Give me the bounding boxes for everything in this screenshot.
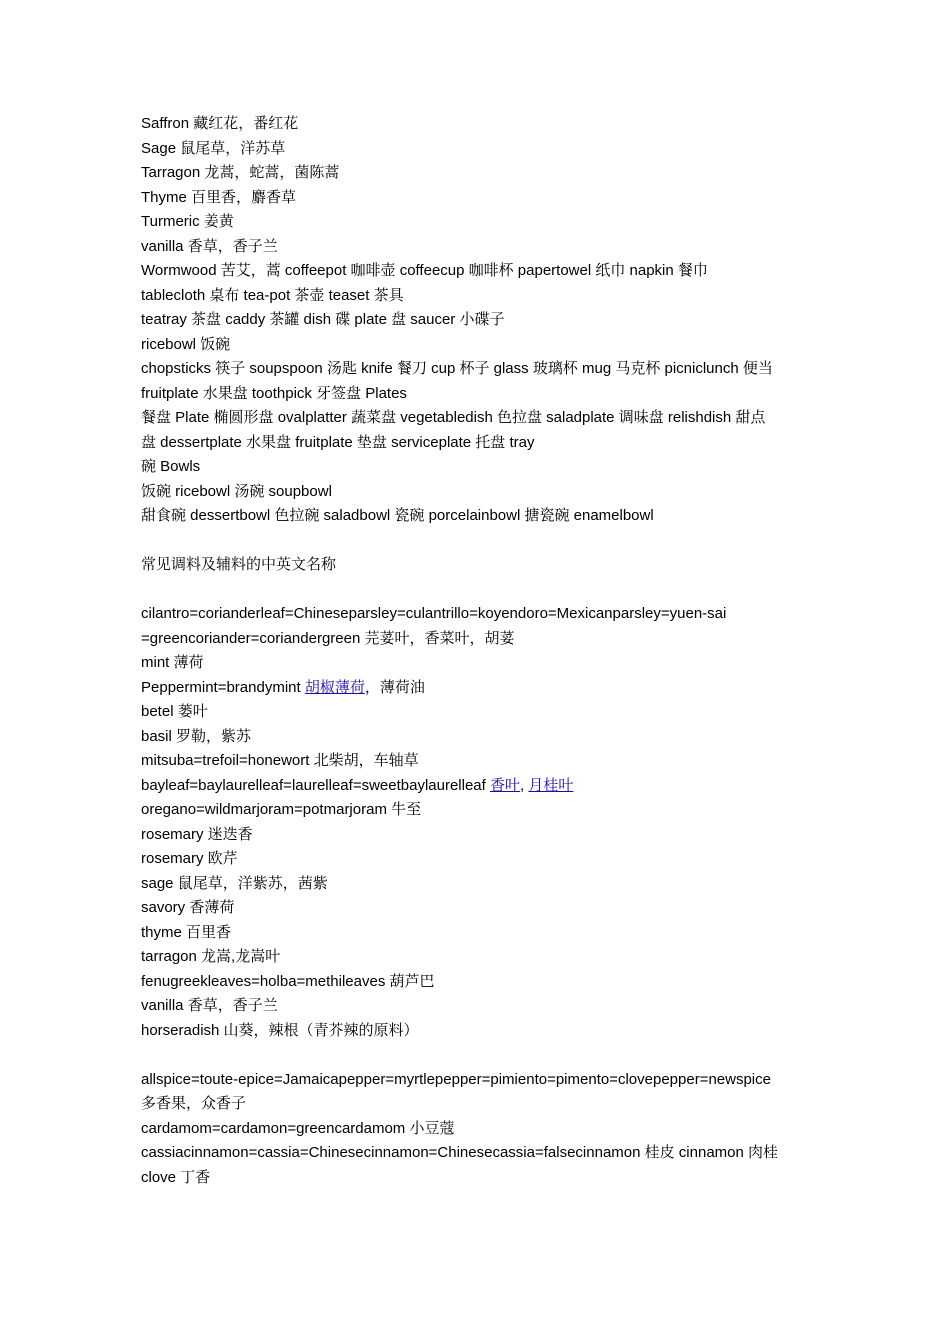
text-line-cassia: cassiacinnamon=cassia=Chinesecinnamon=Chinesecassia=falsecinnamon 桂皮 cinnamon 肉桂 (141, 1144, 779, 1161)
text-line-bowls: 碗 Bowls (141, 458, 201, 475)
text-line-cardamom: cardamom=cardamon=greencardamom 小豆蔻 (141, 1119, 455, 1137)
text-line-rosemary-1: rosemary 迷迭香 (141, 825, 253, 843)
text-line-mint: mint 薄荷 (141, 654, 204, 671)
text-line-sage: Sage 鼠尾草，洋苏草 (141, 139, 286, 157)
text-line-ricebowl: ricebowl 饭碗 (141, 335, 231, 353)
text-line-betel: betel 蒌叶 (141, 703, 208, 720)
bayleaf-link-xiangye[interactable]: 香叶 (489, 776, 520, 794)
text-line-tarragon-lower: tarragon 龙嵩,龙嵩叶 (141, 948, 281, 965)
text-line-thyme: Thyme 百里香，麝香草 (141, 188, 297, 206)
text-line-rice-soup-bowl: 饭碗 ricebowl 汤碗 soupbowl (141, 482, 332, 500)
text-line-sage-lower: sage 鼠尾草，洋紫苏，茜紫 (141, 874, 328, 892)
text-line-horseradish: horseradish 山葵，辣根（青芥辣的原料） (141, 1021, 419, 1039)
text-line-dessert-bowl: 甜食碗 dessertbowl 色拉碗 saladbowl 瓷碗 porcelainbowl 搪瓷碗 enamelbowl (141, 507, 654, 524)
text-line-oregano: oregano=wildmarjoram=potmarjoram 牛至 (141, 801, 422, 818)
text-line-mitsuba: mitsuba=trefoil=honewort 北柴胡，车轴草 (141, 752, 419, 769)
text-line-chopsticks: chopsticks 筷子 soupspoon 汤匙 knife 餐刀 cup 杯子 glass 玻璃杯 mug 马克杯 picniclunch 便当 (141, 360, 773, 377)
text-line-plates-1: 餐盘 Plate 椭圆形盘 ovalplatter 蔬菜盘 vegetabledish 色拉盘 saladplate 调味盘 relishdish 甜点 (141, 409, 766, 426)
text-line-clove: clove 丁香 (141, 1168, 211, 1186)
text-line-tarragon: Tarragon 龙蒿，蛇蒿，菌陈蒿 (141, 164, 340, 181)
paragraph-gap (141, 529, 813, 554)
text-line-savory: savory 香薄荷 (141, 899, 235, 916)
text-line-peppermint (141, 676, 813, 701)
text-line-thyme-lower: thyme 百里香 (141, 923, 232, 941)
text-line-bayleaf (141, 774, 813, 799)
text-line-wormwood: Wormwood 苦艾，蒿 coffeepot 咖啡壶 coffeecup 咖啡杯 papertowel 纸巾 napkin 餐巾 (141, 262, 708, 279)
text-line-rosemary-2: rosemary 欧芹 (141, 850, 238, 867)
bayleaf-separator: , (520, 776, 529, 794)
paragraph-gap (141, 578, 813, 603)
section-title: 常见调料及辅料的中英文名称 (141, 556, 337, 573)
text-line-vanilla: vanilla 香草，香子兰 (141, 237, 278, 255)
document-page (141, 112, 813, 1190)
peppermint-link[interactable]: 胡椒薄荷 (304, 678, 365, 696)
text-line-plates-2: 盘 dessertplate 水果盘 fruitplate 垫盘 serviceplate 托盘 tray (141, 433, 535, 451)
text-line-allspice-1: allspice=toute-epice=Jamaicapepper=myrtlepepper=pimiento=pimento=clovepepper=newspice (141, 1070, 771, 1088)
text-line-teatray: teatray 茶盘 caddy 茶罐 dish 碟 plate 盘 saucer 小碟子 (141, 311, 505, 328)
text-line-allspice-2: 多香果，众香子 (141, 1095, 247, 1112)
text-line-basil: basil 罗勒，紫苏 (141, 727, 252, 745)
text-line-cilantro-1: cilantro=corianderleaf=Chineseparsley=culantrillo=koyendoro=Mexicanparsley=yuen-sai (141, 605, 727, 622)
bayleaf-prefix: bayleaf=baylaurelleaf=laurelleaf=sweetbaylaurelleaf (141, 776, 490, 794)
bayleaf-link-yueguiye[interactable]: 月桂叶 (528, 776, 574, 794)
text-line-fenugreek: fenugreekleaves=holba=methileaves 葫芦巴 (141, 972, 435, 990)
text-line-vanilla-lower: vanilla 香草，香子兰 (141, 997, 278, 1014)
text-line-cilantro-2: =greencoriander=coriandergreen 芫荽叶，香菜叶，胡荽 (141, 629, 515, 647)
text-line-turmeric: Turmeric 姜黄 (141, 213, 234, 230)
text-line-saffron: Saffron 藏红花，番红花 (141, 115, 299, 132)
text-line-fruitplate: fruitplate 水果盘 toothpick 牙签盘 Plates (141, 384, 407, 402)
text-line-tablecloth: tablecloth 桌布 tea-pot 茶壶 teaset 茶具 (141, 286, 404, 304)
peppermint-suffix: ，薄荷油 (364, 678, 425, 696)
paragraph-gap (141, 1043, 813, 1068)
peppermint-prefix: Peppermint=brandymint (141, 678, 305, 696)
